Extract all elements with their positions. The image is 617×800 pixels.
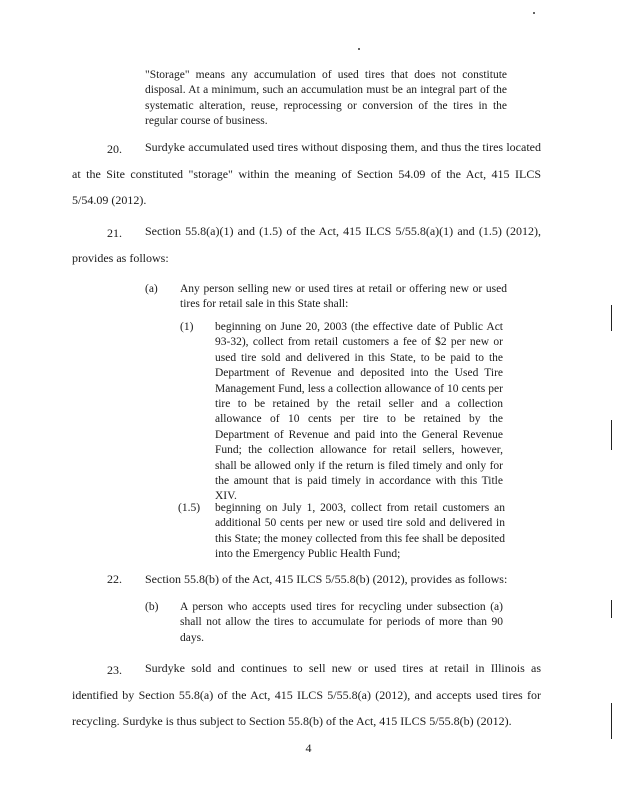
scan-speck	[533, 12, 535, 14]
para-20-first-line: Surdyke accumulated used tires without disposing them, and thus the tires located	[145, 140, 541, 154]
quote-a1-text: beginning on June 20, 2003 (the effective date of Public Act 93-32), collect from retail customers a fee of $2 per new or used tire sold and delivered in this State, to be paid to the Department of Revenue and deposited into the Used Tire Management Fund, less a collection allowance of 10 cents per tire to be retained by the retail seller and a collection allowance of 10 cents per tire to be retained by the Department of Revenue and paid into the General Revenue Fund; the collection allowance for retail sellers, however, shall be allowed only if the return is filed timely and only for the amount that is paid timely in accordance with this Title XIV.	[215, 321, 503, 503]
para-23-rest: identified by Section 55.8(a) of the Act, 415 ILCS 5/55.8(a) (2012), and accepts used tires for recycling. Surdyke is thus subject to Section 55.8(b) of the Act, 415 ILCS 5/55.8(b) (2012).	[72, 688, 541, 728]
para-20-rest: at the Site constituted "storage" within the meaning of Section 54.09 of the Act, 415 ILCS 5/54.09 (2012).	[72, 167, 541, 207]
para-21-first-line: Section 55.8(a)(1) and (1.5) of the Act, 415 ILCS 5/55.8(a)(1) and (1.5) (2012),	[145, 224, 541, 238]
margin-change-bar	[611, 305, 612, 331]
scan-speck	[358, 48, 360, 50]
para-21-rest: provides as follows:	[72, 251, 169, 265]
margin-change-bar	[611, 600, 612, 618]
block-quote-storage: "Storage" means any accumulation of used tires that does not constitute disposal. At a minimum, such an accumulation must be an integral part of the systematic alteration, reuse, reprocessing or conversion of the tires in the regular course of business.	[145, 69, 507, 128]
margin-change-bar	[611, 420, 612, 450]
quote-a15-label: (1.5)	[178, 502, 201, 514]
quote-a-label: (a)	[145, 283, 158, 295]
para-20-number: 20.	[107, 142, 122, 156]
para-22-text: Section 55.8(b) of the Act, 415 ILCS 5/55.8(b) (2012), provides as follows:	[145, 572, 508, 586]
para-23-first-line: Surdyke sold and continues to sell new or used tires at retail in Illinois as	[145, 661, 541, 675]
page-number: 4	[305, 741, 312, 755]
para-22-number: 22.	[107, 572, 122, 586]
quote-a-text: Any person selling new or used tires at retail or offering new or used tires for retail sale in this State shall:	[180, 283, 507, 311]
margin-change-bar	[611, 703, 612, 739]
para-21-number: 21.	[107, 226, 122, 240]
quote-a15-text: beginning on July 1, 2003, collect from retail customers an additional 50 cents per new or used tire sold and delivered in this State; the money collected from this fee shall be deposited into the Emergency Public Health Fund;	[215, 502, 505, 561]
quote-a1-label: (1)	[180, 321, 194, 333]
quote-b-label: (b)	[145, 601, 159, 613]
quote-b-text: A person who accepts used tires for recycling under subsection (a) shall not allow the tires to accumulate for periods of more than 90 days.	[180, 601, 503, 644]
para-23-number: 23.	[107, 663, 122, 677]
